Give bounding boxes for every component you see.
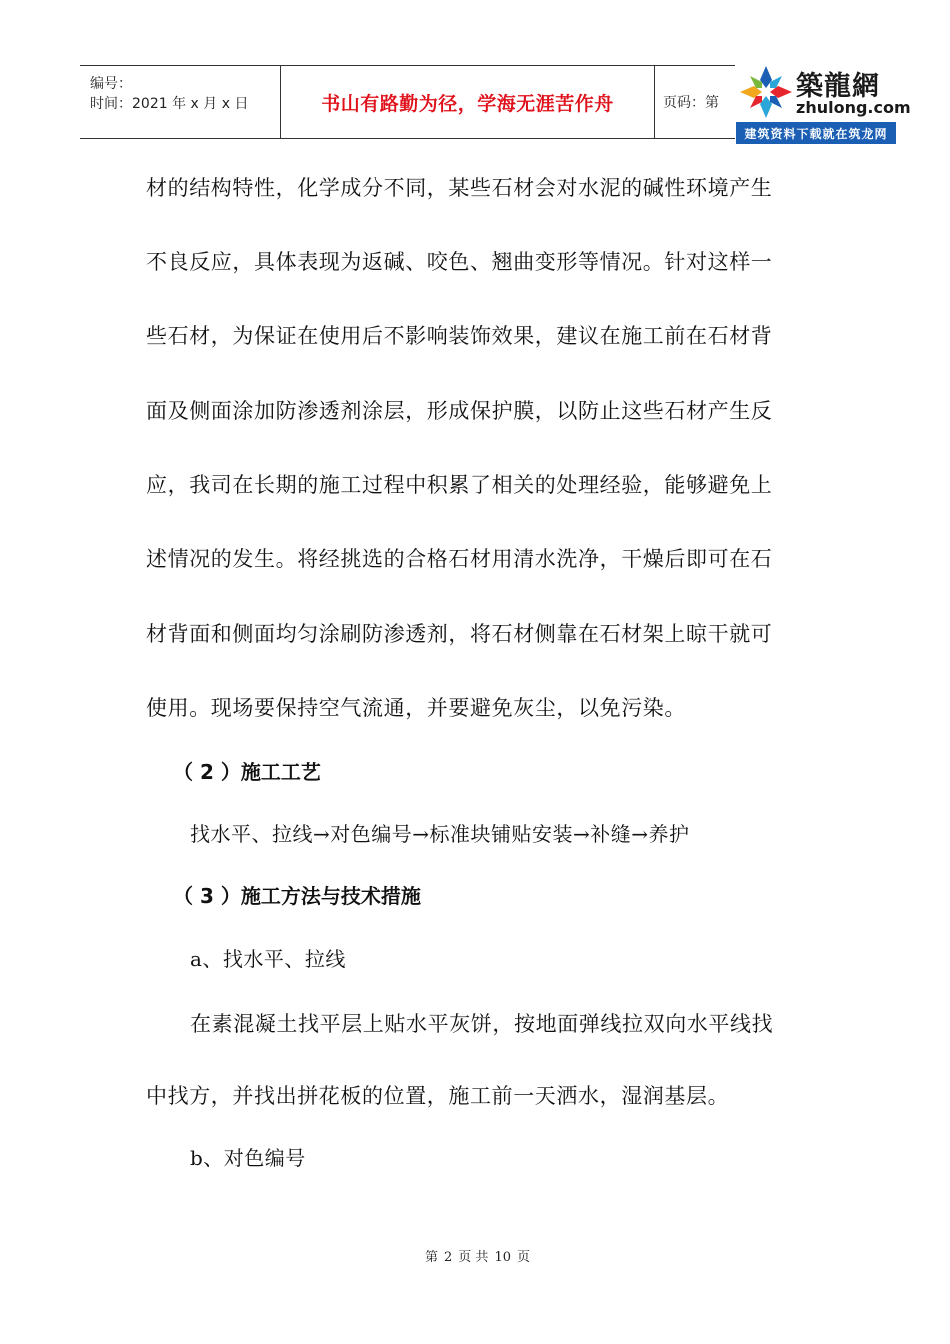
process-flow: 找水平、拉线→对色编号→标准块铺贴安装→补缝→养护 (190, 822, 690, 846)
item-b-title: b、对色编号 (190, 1146, 306, 1170)
body-line: 材的结构特性，化学成分不同，某些石材会对水泥的碱性环境产生 (146, 176, 773, 200)
zhulong-logo (736, 62, 911, 144)
header-page-label: 页码：第 (663, 95, 719, 111)
item-a-text: 在素混凝土找平层上贴水平灰饼，按地面弹线拉双向水平线找 (190, 1012, 774, 1036)
header-motto: 书山有路勤为径，学海无涯苦作舟 (281, 66, 655, 138)
logo-domain: zhulong.com (796, 98, 911, 117)
item-a-text-cont: 中找方，并找出拼花板的位置，施工前一天洒水，湿润基层。 (146, 1084, 730, 1108)
time-label: 时间：2021 年 x 月 x 日 (90, 96, 249, 112)
logo-mark-icon (738, 64, 794, 120)
logo-cn-name: 築龍網 (796, 71, 880, 102)
body-line: 材背面和侧面均匀涂刷防渗透剂，将石材侧靠在石材架上晾干就可 (146, 622, 773, 646)
section-heading-2: （ 2 ）施工工艺 (173, 760, 321, 784)
footer-current-page: 2 (444, 1250, 453, 1265)
page-footer (0, 1246, 950, 1265)
footer-mid: 页 共 (458, 1250, 489, 1265)
footer-prefix: 第 (425, 1250, 439, 1265)
footer-total-pages: 10 (494, 1250, 511, 1265)
item-a-title: a、找水平、拉线 (190, 947, 346, 971)
body-line: 使用。现场要保持空气流通，并要避免灰尘，以免污染。 (146, 696, 686, 720)
header-meta (80, 66, 281, 138)
logo-tagline: 建筑资料下载就在筑龙网 (736, 122, 896, 144)
number-label: 编号： (90, 76, 132, 92)
body-line: 些石材，为保证在使用后不影响装饰效果，建议在施工前在石材背 (146, 324, 773, 348)
footer-suffix: 页 (516, 1250, 530, 1265)
section-heading-3: （ 3 ）施工方法与技术措施 (173, 884, 421, 908)
body-line: 应，我司在长期的施工过程中积累了相关的处理经验，能够避免上 (146, 473, 773, 497)
body-line: 面及侧面涂加防渗透剂涂层，形成保护膜，以防止这些石材产生反 (146, 399, 773, 423)
body-line: 述情况的发生。将经挑选的合格石材用清水洗净，干燥后即可在石 (146, 547, 773, 571)
body-line: 不良反应，具体表现为返碱、咬色、翘曲变形等情况。针对这样一 (146, 250, 773, 274)
header-table (80, 65, 735, 139)
